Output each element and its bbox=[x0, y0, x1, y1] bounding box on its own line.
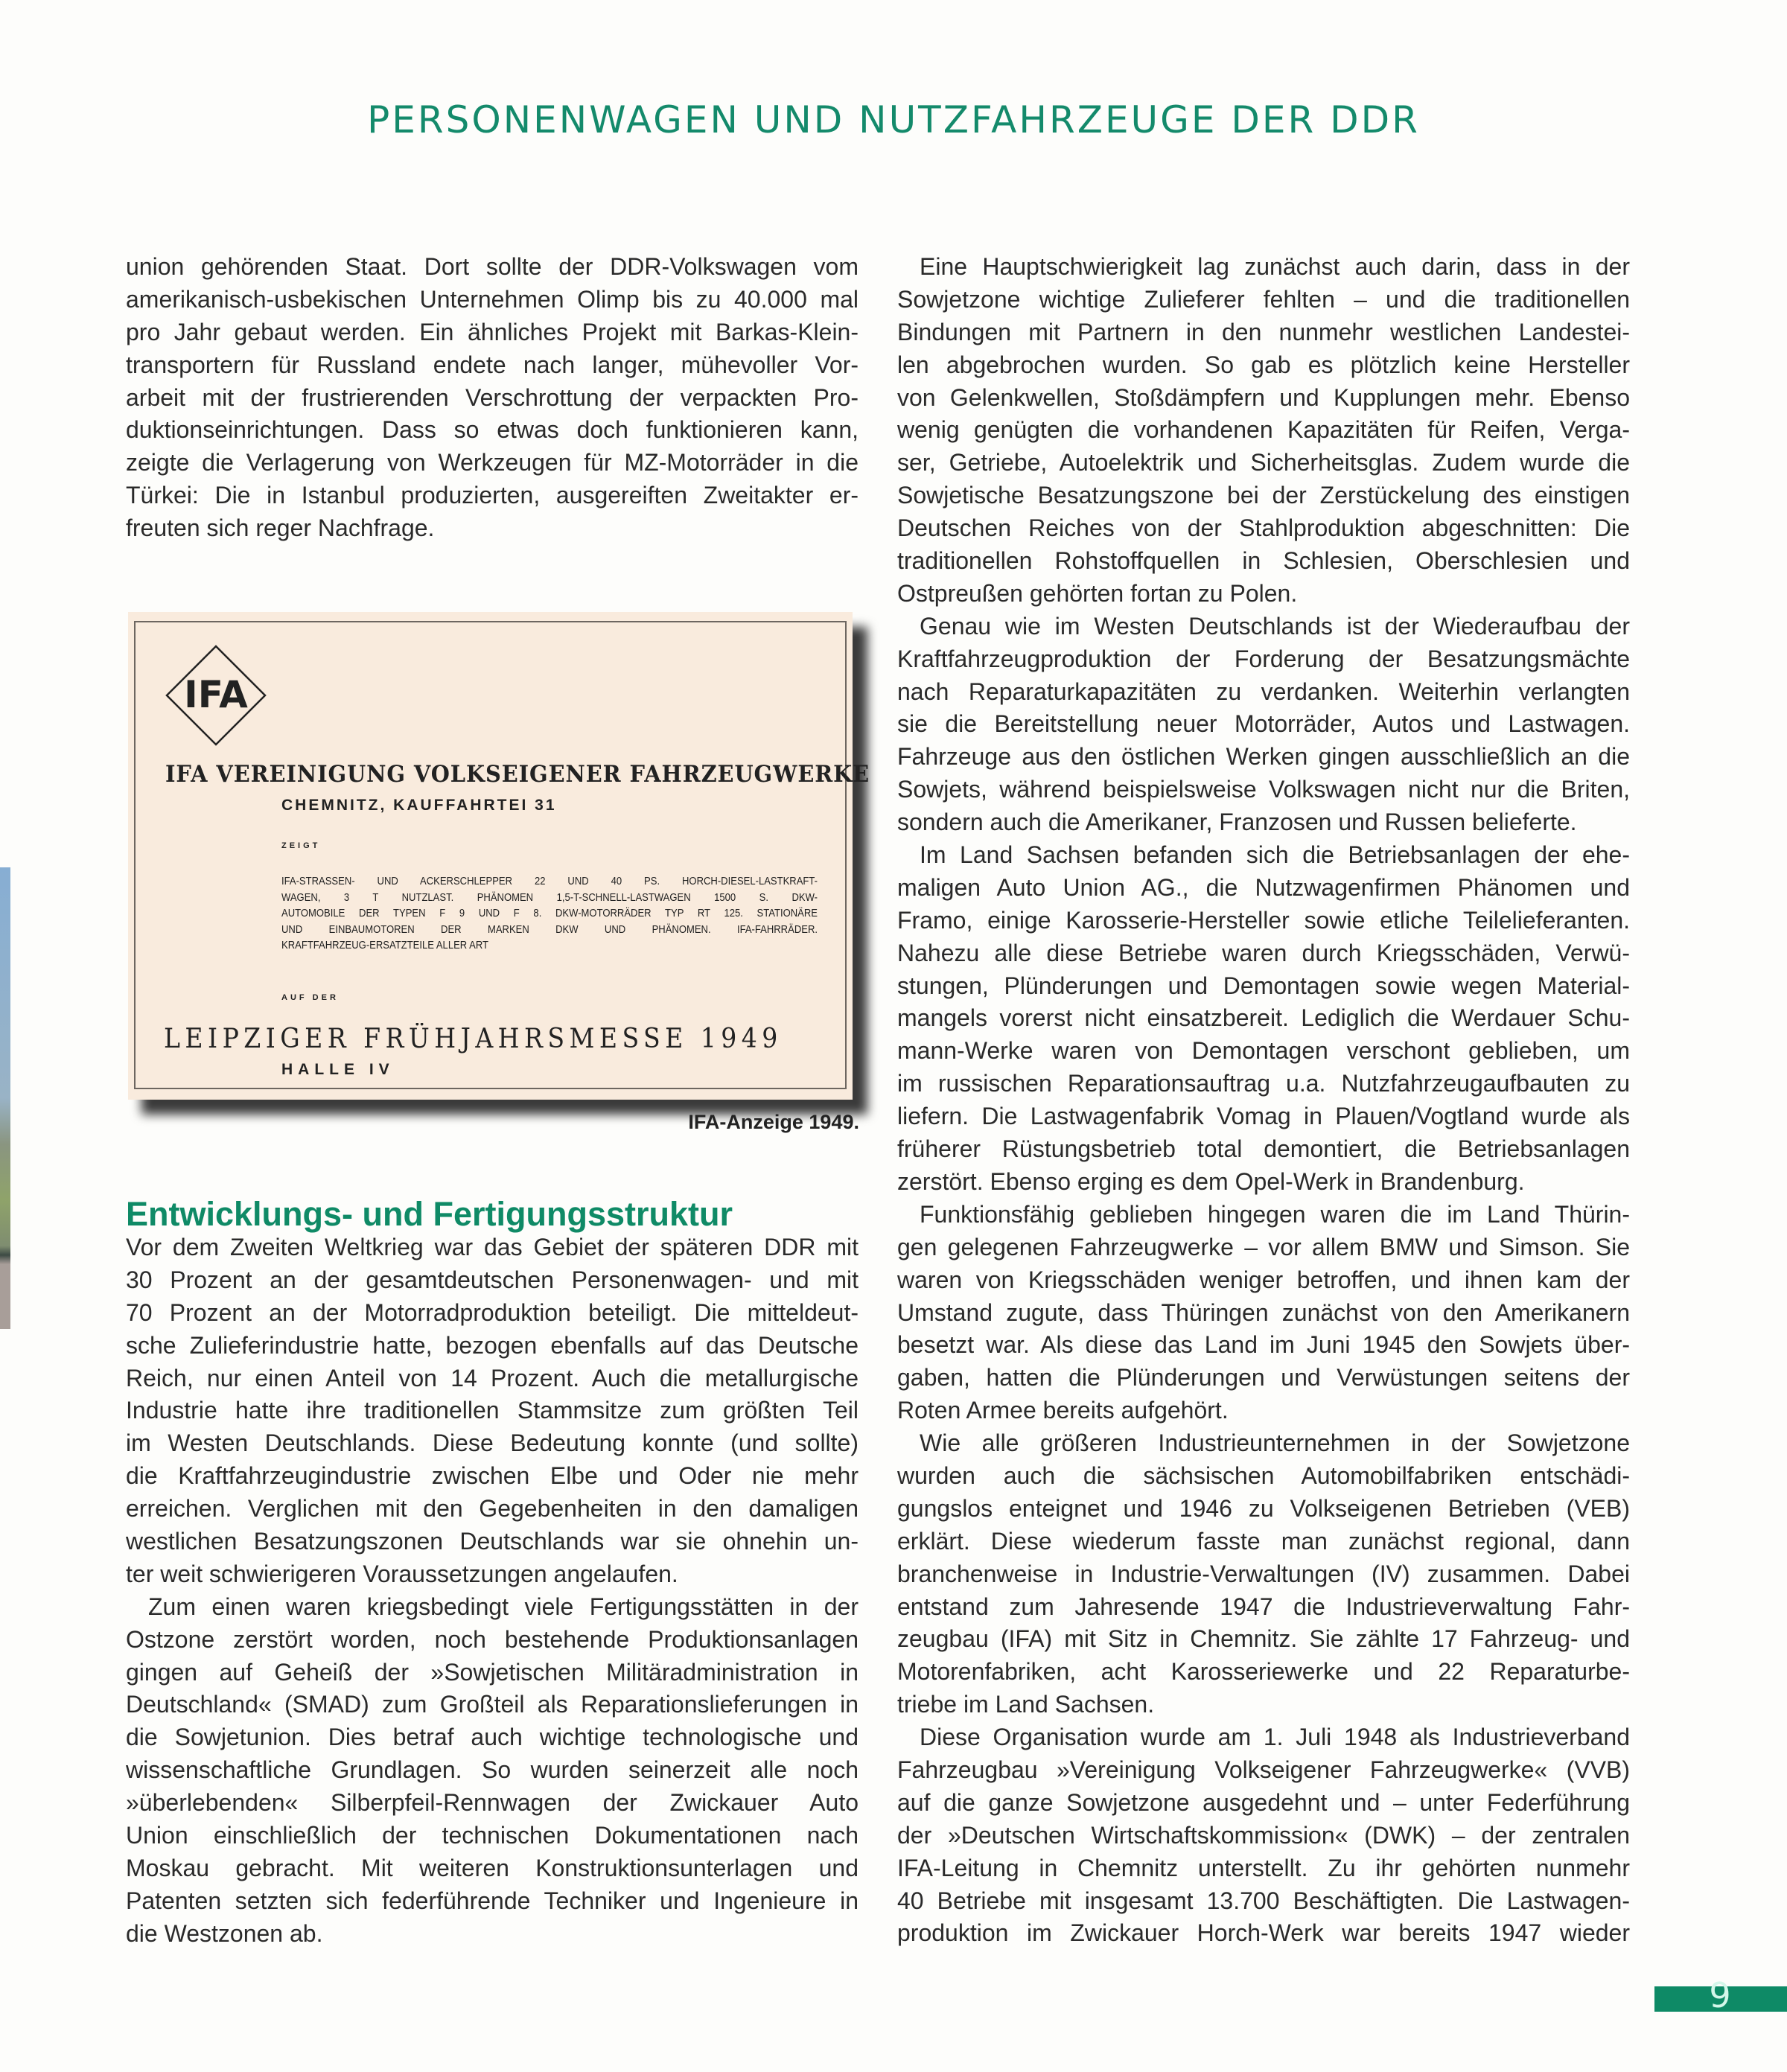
text-line: Sowjetische Besatzungszone bei der Zerstückelung des einstigen bbox=[897, 482, 1630, 509]
text-line: Wie alle größeren Industrieunternehmen in der Sowjetzone bbox=[920, 1429, 1630, 1457]
text-line: maligen Auto Union AG., die Nutzwagenfirmen Phänomen und bbox=[897, 873, 1630, 901]
text-line: Bindungen mit Partnern in den nunmehr westlichen Landestei- bbox=[897, 318, 1630, 345]
text-line: zeugbau (IFA) mit Sitz in Chemnitz. Sie zählte 17 Fahrzeug- und bbox=[897, 1625, 1630, 1653]
text-line: ser, Getriebe, Autoelektrik und Sicherheitsglas. Zudem wurde die bbox=[897, 449, 1630, 476]
text-line: Roten Armee bereits aufgehört. bbox=[897, 1397, 1229, 1424]
text-line: von Gelenkwellen, Stoßdämpfern und Kupplungen mehr. Ebenso bbox=[897, 383, 1630, 411]
image-caption: IFA-Anzeige 1949. bbox=[688, 1111, 859, 1133]
ifa-advertisement bbox=[128, 612, 870, 1100]
text-line: im Westen Deutschlands. Diese Bedeutung konnte (und sollte) bbox=[126, 1429, 859, 1457]
advertisement-body-line: IFA-STRASSEN- UND ACKERSCHLEPPER 22 UND 40 PS. HORCH-DIESEL-LASTKRAFT- bbox=[281, 876, 818, 887]
text-line: wurden auch die sächsischen Automobilfabriken entschädi- bbox=[897, 1461, 1630, 1489]
paragraph bbox=[126, 251, 859, 545]
text-line: gen gelegenen Fahrzeugwerke – vor allem BMW und Simson. Sie bbox=[897, 1233, 1630, 1260]
paragraph bbox=[897, 1427, 1630, 1721]
text-line: Vor dem Zweiten Weltkrieg war das Gebiet der späteren DDR mit bbox=[126, 1234, 859, 1260]
page-number: 9 bbox=[1709, 1975, 1731, 2015]
text-line: sie die Bereitstellung neuer Motorräder, Autos und Lastwagen. bbox=[897, 710, 1630, 738]
paragraph bbox=[897, 1199, 1630, 1427]
advertisement-body bbox=[281, 874, 818, 954]
text-line: besetzt war. Als diese das Land im Juni 1945 den Sowjets über- bbox=[897, 1331, 1630, 1359]
advertisement-fair: LEIPZIGER FRÜHJAHRSMESSE 1949 bbox=[164, 1024, 783, 1054]
advertisement-shows-label: ZEIGT bbox=[281, 841, 321, 850]
text-line: Deutschland« (SMAD) zum Großteil als Reparationslieferungen in bbox=[126, 1691, 859, 1718]
advertisement-body-line: KRAFTFAHRZEUG-ERSATZTEILE ALLER ART bbox=[281, 940, 488, 951]
text-line: Funktionsfähig geblieben hingegen waren die im Land Thürin- bbox=[920, 1200, 1630, 1228]
text-line: Fahrzeugbau »Vereinigung Volkseigener Fahrzeugwerke« (VVB) bbox=[897, 1756, 1630, 1783]
text-line: sche Zulieferindustrie hatte, bezogen ebenfalls auf das Deutsche bbox=[126, 1331, 859, 1359]
text-line: Sowjetzone wichtige Zulieferer fehlten – und die traditionellen bbox=[897, 285, 1630, 313]
text-line: duktionseinrichtungen. Dass so etwas doch funktionieren kann, bbox=[126, 416, 859, 444]
text-line: Motorenfabriken, acht Karosseriewerke und 22 Reparaturbe- bbox=[897, 1658, 1630, 1686]
text-line: triebe im Land Sachsen. bbox=[897, 1691, 1155, 1718]
text-line: produktion im Zwickauer Horch-Werk war bereits 1947 wieder bbox=[897, 1919, 1630, 1947]
text-line: Union einschließlich der technischen Dokumentationen nach bbox=[126, 1822, 859, 1849]
text-line: erreichen. Verglichen mit den Gegebenheiten in den damaligen bbox=[126, 1495, 859, 1523]
text-line: Im Land Sachsen befanden sich die Betriebsanlagen der ehe- bbox=[920, 841, 1630, 869]
text-line: Deutschen Reiches von der Stahlproduktion abgeschnitten: Die bbox=[897, 514, 1630, 542]
text-line: Umstand zugute, dass Thüringen zunächst von den Amerikanern bbox=[897, 1298, 1630, 1326]
adjacent-page-photo-edge bbox=[0, 867, 10, 1329]
left-column-intro bbox=[126, 251, 859, 545]
text-line: gaben, hatten die Plünderungen und Verwüstungen seitens der bbox=[897, 1364, 1630, 1392]
paragraph bbox=[126, 1231, 859, 1591]
text-line: IFA-Leitung in Chemnitz unterstellt. Zu ihr gehörten nunmehr bbox=[897, 1854, 1630, 1881]
ifa-logo-icon bbox=[164, 643, 268, 747]
paragraph bbox=[897, 611, 1630, 839]
advertisement-at-label: AUF DER bbox=[281, 993, 339, 1002]
running-head: PERSONENWAGEN UND NUTZFAHRZEUGE DER DDR bbox=[367, 98, 1420, 141]
text-line: entstand zum Jahresende 1947 die Industrieverwaltung Fahr- bbox=[897, 1593, 1630, 1620]
text-line: erklärt. Diese wiederum fasste man zunächst regional, dann bbox=[897, 1527, 1630, 1555]
text-line: früherer Rüstungsbetrieb total demontiert, die Betriebsanlagen bbox=[897, 1135, 1630, 1163]
text-line: Zum einen waren kriegsbedingt viele Fertigungsstätten in der bbox=[148, 1593, 859, 1620]
text-line: amerikanisch-usbekischen Unternehmen Olimp bis zu 40.000 mal bbox=[126, 285, 859, 313]
text-line: stungen, Plünderungen und Demontagen sowie wegen Material- bbox=[897, 972, 1630, 999]
advertisement-address: CHEMNITZ, KAUFFAHRTEI 31 bbox=[281, 797, 557, 814]
text-line: zeigte die Verlagerung von Werkzeugen für MZ-Motorräder in die bbox=[126, 449, 859, 476]
text-line: zerstört. Ebenso erging es dem Opel-Werk in Brandenburg. bbox=[897, 1167, 1525, 1195]
text-line: transportern für Russland endete nach langer, mühevoller Vor- bbox=[126, 351, 859, 378]
text-line: der »Deutschen Wirtschaftskommission« (DWK) – der zentralen bbox=[897, 1821, 1630, 1849]
text-line: union gehörenden Staat. Dort sollte der DDR-Volkswagen vom bbox=[126, 253, 859, 280]
text-line: Nahezu alle diese Betriebe waren durch Kriegsschäden, Verwü- bbox=[897, 939, 1630, 966]
text-line: 40 Betriebe mit insgesamt 13.700 Beschäftigten. Die Lastwagen- bbox=[897, 1887, 1630, 1914]
text-line: Framo, einige Karosserie-Hersteller sowie etliche Teilelieferanten. bbox=[897, 906, 1630, 934]
left-column-body bbox=[126, 1231, 859, 1951]
text-line: die Sowjetunion. Dies betraf auch wichtige technologische und bbox=[126, 1724, 859, 1751]
text-line: Eine Hauptschwierigkeit lag zunächst auch darin, dass in der bbox=[920, 253, 1630, 280]
paragraph bbox=[897, 1721, 1630, 1950]
text-line: gingen auf Geheiß der »Sowjetischen Militäradministration in bbox=[126, 1658, 859, 1686]
text-line: pro Jahr gebaut werden. Ein ähnliches Projekt mit Barkas-Klein- bbox=[126, 318, 859, 345]
text-line: Genau wie im Westen Deutschlands ist der Wiederaufbau der bbox=[920, 612, 1630, 640]
text-line: Ostpreußen gehörten fortan zu Polen. bbox=[897, 579, 1298, 607]
text-line: wissenschaftliche Grundlagen. So wurden seinerzeit alle noch bbox=[126, 1756, 859, 1784]
text-line: 30 Prozent an der gesamtdeutschen Personenwagen- und mit bbox=[126, 1266, 859, 1293]
text-line: gungslos enteignet und 1946 zu Volkseigenen Betrieben (VEB) bbox=[897, 1494, 1630, 1522]
advertisement-body-line: UND EINBAUMOTOREN DER MARKEN DKW UND PHÄNOMEN. IFA-FAHRRÄDER. bbox=[281, 923, 818, 936]
text-line: waren von Kriegsschäden weniger betroffen, und ihnen kam der bbox=[897, 1266, 1630, 1293]
text-line: »überlebenden« Silberpfeil-Rennwagen der Zwickauer Auto bbox=[126, 1789, 859, 1817]
paragraph bbox=[897, 251, 1630, 611]
text-line: Fahrzeuge aus den östlichen Werken gingen ausschließlich an die bbox=[897, 743, 1630, 771]
text-line: im russischen Reparationsauftrag u.a. Nutzfahrzeugaufbauten zu bbox=[897, 1070, 1630, 1097]
text-line: Reich, nur einen Anteil von 14 Prozent. Auch die metallurgische bbox=[126, 1364, 859, 1392]
text-line: die Kraftfahrzeugindustrie zwischen Elbe und Oder nie mehr bbox=[126, 1462, 859, 1490]
text-line: Kraftfahrzeugproduktion der Forderung der Besatzungsmächte bbox=[897, 645, 1630, 672]
text-line: Patenten setzten sich federführende Techniker und Ingenieure in bbox=[126, 1887, 859, 1914]
text-line: Sowjets, während beispielsweise Volkswagen nicht nur die Briten, bbox=[897, 776, 1630, 803]
paragraph bbox=[126, 1591, 859, 1951]
text-line: ter weit schwierigeren Voraussetzungen angelaufen. bbox=[126, 1560, 678, 1587]
text-line: Türkei: Die in Istanbul produzierten, ausgereiften Zweitakter er- bbox=[126, 482, 859, 509]
advertisement-hall: HALLE IV bbox=[281, 1061, 395, 1078]
advertisement-title: IFA VEREINIGUNG VOLKSEIGENER FAHRZEUGWERKE bbox=[165, 761, 870, 788]
text-line: Moskau gebracht. Mit weiteren Konstruktionsunterlagen und bbox=[126, 1854, 859, 1881]
text-line: 70 Prozent an der Motorradproduktion beteiligt. Die mitteldeut- bbox=[126, 1298, 859, 1326]
advertisement-body-line: AUTOMOBILE DER TYPEN F 9 UND F 8. DKW-MOTORRÄDER TYP RT 125. STATIONÄRE bbox=[281, 908, 818, 919]
text-line: mann-Werke waren von Demontagen verschont geblieben, um bbox=[897, 1037, 1630, 1065]
text-line: nach Reparaturkapazitäten zu verdanken. Weiterhin verlangten bbox=[897, 678, 1630, 705]
text-line: auf die ganze Sowjetzone ausgedehnt und – unter Federführung bbox=[897, 1788, 1630, 1816]
right-column-body bbox=[897, 251, 1630, 1950]
text-line: liefern. Die Lastwagenfabrik Vomag in Plauen/Vogtland wurde als bbox=[897, 1103, 1630, 1130]
text-line: traditionellen Rohstoffquellen in Schlesien, Oberschlesien und bbox=[897, 547, 1630, 575]
text-line: Industrie hatte ihre traditionellen Stammsitze zum größten Teil bbox=[126, 1397, 859, 1424]
text-line: westlichen Besatzungszonen Deutschlands war sie ohnehin un- bbox=[126, 1528, 859, 1555]
logo-text: IFA bbox=[184, 673, 248, 716]
advertisement-body-line: WAGEN, 3 T NUTZLAST. PHÄNOMEN 1,5-T-SCHNELL-LASTWAGEN 1500 S. DKW- bbox=[281, 891, 818, 904]
text-line: Ostzone zerstört worden, noch bestehende Produktionsanlagen bbox=[126, 1625, 859, 1653]
text-line: len abgebrochen wurden. So gab es plötzlich keine Hersteller bbox=[897, 351, 1630, 378]
text-line: die Westzonen ab. bbox=[126, 1919, 323, 1947]
text-line: arbeit mit der frustrierenden Verschrottung der verpackten Pro- bbox=[126, 383, 859, 411]
text-line: wenig genügten die vorhandenen Kapazitäten für Reifen, Verga- bbox=[897, 416, 1630, 444]
text-line: sondern auch die Amerikaner, Franzosen und Russen belieferte. bbox=[897, 809, 1577, 836]
text-line: branchenweise in Industrie-Verwaltungen (IV) zusammen. Dabei bbox=[897, 1560, 1630, 1587]
text-line: mangels vorerst nicht einsatzbereit. Lediglich die Werdauer Schu- bbox=[897, 1004, 1630, 1032]
text-line: Diese Organisation wurde am 1. Juli 1948 als Industrieverband bbox=[920, 1724, 1630, 1751]
paragraph bbox=[897, 839, 1630, 1199]
section-heading: Entwicklungs- und Fertigungsstruktur bbox=[126, 1195, 733, 1233]
text-line: freuten sich reger Nachfrage. bbox=[126, 514, 435, 542]
